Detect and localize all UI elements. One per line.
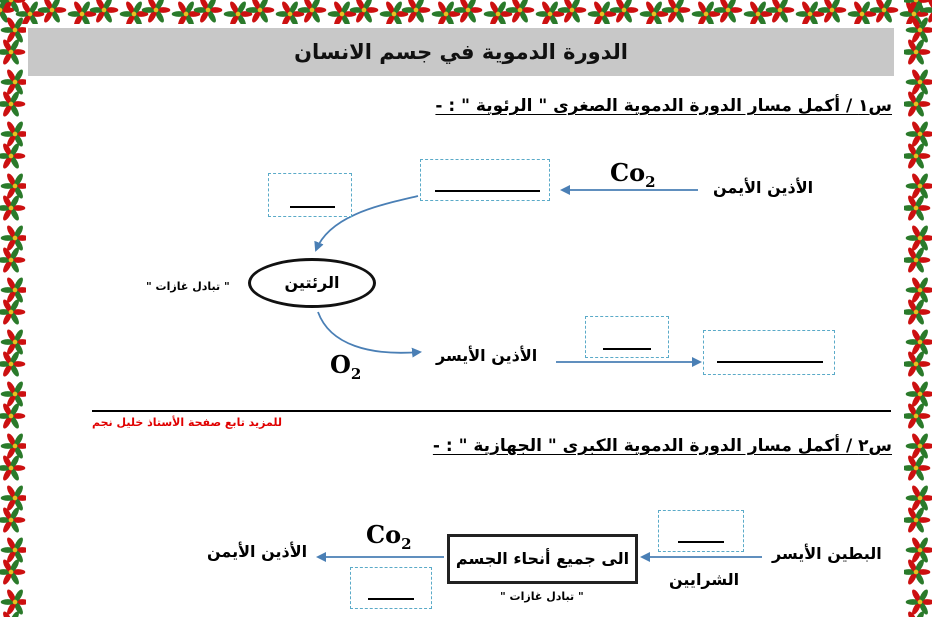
answer-box-q2-2[interactable] [350,567,432,609]
right-atrium-label: الأذين الأيمن [713,178,814,197]
answer-line-q1-4 [717,361,823,363]
arteries-label: الشرايين [669,570,740,589]
credit-text: للمزيد تابع صفحة الأستاذ خليل نجم [92,416,282,429]
answer-box-q2-1[interactable] [658,510,744,552]
section-divider [92,410,891,412]
gas-exchange-label-q2: " تبادل غازات " [500,590,584,603]
answer-line-q2-2 [368,598,414,600]
co2-label-q2: $Co_2$ [366,520,412,553]
answer-box-q1-3[interactable] [585,316,669,358]
right-atrium-label-q2: الأذين الأيمن [207,542,308,561]
left-ventricle-label: البطين الأيسر [772,544,882,563]
arrow-lungs-to-left-atrium [318,312,420,353]
question-1-heading: س١ / أكمل مسار الدورة الدموية الصغرى " الرئوية " : - [435,96,892,116]
page-title: الدورة الدموية في جسم الانسان [294,40,628,64]
answer-line-q1-1 [435,190,540,192]
answer-line-q1-2 [290,206,335,208]
answer-box-q1-1[interactable] [420,159,550,201]
o2-label: $O_2$ [330,350,362,383]
answer-box-q1-2[interactable] [268,173,352,217]
whole-body-label: الى جميع أنحاء الجسم [455,549,630,568]
answer-line-q2-1 [678,541,724,543]
answer-line-q1-3 [603,348,651,350]
question-2-heading: س٢ / أكمل مسار الدورة الدموية الكبرى " الجهازية " : - [432,436,892,456]
co2-label-q1: $Co_2$ [610,158,656,191]
answer-box-q1-4[interactable] [703,330,835,375]
left-atrium-label: الأذين الأيسر [436,346,538,365]
gas-exchange-label-q1: " تبادل غازات " [146,280,230,293]
lungs-label: الرئتين [284,273,340,292]
